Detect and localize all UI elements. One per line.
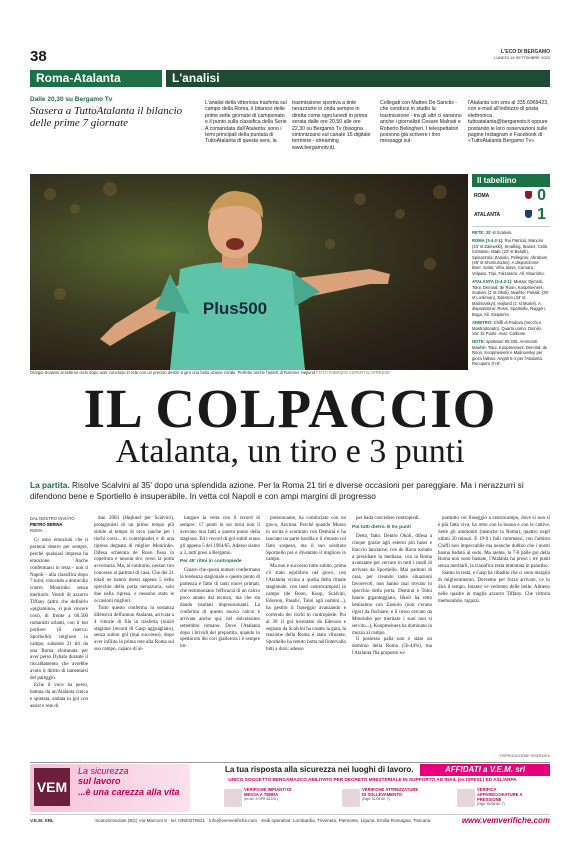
promo-column-1: L'analisi della vittoriosa trasferta sul campo della Roma, il bilancio delle prime sette giornate di campionato e il punto sulla classifica della Serie A comandata dall'Atalanta: sono i temi principali della puntata di TuttoAtalanta di questa sera, la xyxy=(205,100,287,145)
paragraph: pressionante, ha cominciato con un gioco, Ancima. Perché quando Musso in uscita è scontrato con Demiral e ha lanciato un parte bardila e il rimasto col fiato sospeso, ma il suo sostituto Sportiello poi è diventato il migliore in campo. xyxy=(266,516,346,563)
main-headline: IL COLPACCIO xyxy=(83,378,497,439)
home-score: 0 xyxy=(537,187,546,204)
publication-date: LUNEDÌ 19 SETTEMBRE 2022 xyxy=(494,55,550,60)
section-subhead: Poi tutti dietro. E tre punti xyxy=(352,524,411,530)
ad-certification: UNICO SOGGETTO BERGAMASCO ABILITATO PER DECRETO MINISTERIALE IN SUPPORTO AD INAIL (ex ISPESL) ED ASL/ARPA xyxy=(228,777,517,782)
paragraph: Detto, fatto. Dentro Okoli, difesa a cinque grazie agli esterni più bassi e braccio lanciarne, con de Roon tornato a presidiare la mediana, con la Roma avanzante per cercare in tutti i modi di arrivare da Sportiello. Mai padroni di casa, per creando tante situazioni favorevoli, non hanno mai trovato lo specchio della porta. Demiral e Toloi hanno giganteggiato, Okoli ha retto benissimo con Zaniolo (non c'erano rigori da fischiare, e il rosso cercato da Mourinho per meritare i suoi non si servito...), Koopmeiners ha dominato in mezzo al campo. xyxy=(352,533,432,636)
crane-icon xyxy=(342,789,360,807)
block-label: NOTE: xyxy=(472,339,486,345)
block-text: spettatori 60.335. Ammoniti: Maehle, Toloi, Koopmeiners, Demiral, de Roon, Koopmeiners e Malinovskyi per gioco falloso. Angoli 5-1 per l'Atalanta. Recupero 3'+6'. xyxy=(472,339,548,366)
ad-company: V.E.M. SRL xyxy=(30,818,54,823)
match-photo xyxy=(30,174,468,370)
ad-address: Scanzorosciate (BG) Via Marconi 8 · tel. 035/0270621 · info@vemverifiche.com · Sedi operative: Lombardia, Triveneto, Piemonte, Liguria, Emilia Romagna, Toscana xyxy=(95,818,431,823)
paragraph: per bada concedere contropiedi. xyxy=(356,516,420,521)
block-label: ARBITRO: xyxy=(472,320,493,326)
byline-from: DAL NOSTRO INVIATO xyxy=(30,516,75,521)
byline xyxy=(30,516,88,534)
subsection-label: L'analisi xyxy=(166,70,550,87)
tabellino-block xyxy=(472,320,550,336)
byline-author: PIETRO SERINA xyxy=(30,522,63,527)
paragraph: Ci sono emozioni che ti porterai dentro per sempre, perché qualsiasi impresa ha emozione. Anche confermarsi in testa - non il Napoli - alla classifica dopo 7 turni, vincendo a domicilio contro Mourinho senza meritarlo. Vestiti di azzurro Tiffany (altro che definirlo «pigiamino», sì può vincere così), di fronte a 60.500 romanisti urlanti, con il tuo portiere (il riserva: Sportiello) migliore in campo, subendo 21 tiri da una Roma sfortunata per aver perso Dybala durante il riscaldamento che avrebbe avuto il diritto di lamentarsi del pareggio. xyxy=(30,538,88,682)
pressure-gauge-icon xyxy=(457,789,475,807)
tabellino-details xyxy=(472,230,550,366)
sub-headline: Atalanta, un tiro e 3 punti xyxy=(115,433,465,470)
byline-dateline: ROMA xyxy=(30,528,43,533)
player-celebration-image xyxy=(30,174,468,370)
article-column-1 xyxy=(30,538,88,711)
paragraph: Tutto questo conferma la sostanza difensiva dell'annuo Atalanta, arrivata a 4 vittorie di fila in trasferta (iniziò stagione (record di Gasp agguagliato), senza subire gol (mai successo), dopo aver infilito la prima rete alla Roma sul suo campo, capace di al- xyxy=(94,605,174,653)
scoreboard xyxy=(472,187,550,227)
publication-info xyxy=(494,50,550,60)
promo-column-4: l'Atalanta con sms al 335.6969423, con e-mail all'indirizzo di posta elettronica tuttoatalanta@bergamotv.it oppure postando le loro osservazioni sulle pagine Instagram e Facebook di «TuttoAtalanta Bergamo Tv». xyxy=(468,100,549,145)
ad-service-item xyxy=(455,787,537,811)
ad-slogan-3: ...è una carezza alla vita xyxy=(78,787,180,797)
summary-lead: La partita. xyxy=(30,480,70,490)
service-title: VERIFICHE IMPIANTI DI MESSA A TERRA xyxy=(244,787,292,797)
service-title: VERIFICHE ATTREZZATURE DI SOLLEVAMENTO xyxy=(362,787,419,797)
paragraph: prattutto col fraseggio a centrocampo, dove si non si è più fatta viva, ha retto con la buona e con le cattive. Sette gli ammoniti (neanche la Roma), quattro negli ultimi 20 minuti. E 19-9 i falli commessi, con l'arbitro Chiffi non impeccabile ma neanche dubbio che i nostri hanno badato al sodo. Ma niente, la 7-8 palle gol della Roma non sono bastate, l'Atalanta ha preso i tre punti senza meritarli, la classifica resta immutata in paradiso. xyxy=(438,516,550,570)
paragraph: Il possesso palla non è stato un dominio della Roma (56-44%), ma l'Atalanta l'ha proposto so- xyxy=(352,637,432,657)
ad-brand-banner: AFFIDATI a V.E.M. srl xyxy=(420,764,550,776)
article-summary xyxy=(30,480,550,501)
paragraph: due 2003 (Højlund per Scalvini), protagonisti di un primo tempo più simile al tempo di orco (anche per i rischi corsi... in contropiede) e di una ripresa degnata di miglior Mourinho. Difesa schierata de Roon fisso in copertura e nessun tiro verso la porta avversaria. Ma, al contrario, nessun tiro concesso ai padroni di casa. Che dei 21 totali ne hanno messi appena 5 nello specchio della porta nerazzurra, solo due nella ripresa, e nessuno stato le occasioni migliori. xyxy=(94,516,174,604)
ad-headline: La tua risposta alla sicurezza nei luoghi di lavoro. xyxy=(225,765,414,774)
tabellino-block xyxy=(472,279,550,317)
block-text: Musso; Djimsiti, Toloi, Demiral; de Roon, Koopmeiners, Scalvini (1' st Okoli), Maehle; Pasalic (29' st Lookman), Ederson (43' st Malinovskyi); Højlund (1' st Muriel). A disposizione: Rossi, Sportiello, Ruggeri, Boga. All. Gasperini. xyxy=(472,279,549,317)
tabellino-block xyxy=(472,339,550,366)
paragraph: Siamo in testa, e Gasp ha ribadito che ci sono margini di miglioramento. Dovremo per forza arrivare, ce lo dirà il tempo. Intanto ve vedremo delle belle. Almeno nelle quadre in maglia azzurro Tiffany. Che vittoria memorabile, ragazzi. xyxy=(438,571,550,604)
ad-slogan-2: sul lavoro xyxy=(78,776,121,786)
ad-service-item xyxy=(340,787,422,811)
promo-column-3: Collegati con Matteo De Sanctis - che conduce in studio la trasmissione - tra gli altri ci saranno anche i giornalisti Cesare Malnati e Roberto Belingheri. I telespettatori possono già scrivere i loro messaggi sul- xyxy=(380,100,462,145)
tabellino-title: Il tabellino xyxy=(472,174,550,187)
vem-logo: VEM xyxy=(34,768,70,806)
copyright-credit: ©RIPRODUZIONE RISERVATA xyxy=(499,754,550,758)
tabellino-box xyxy=(472,174,550,369)
block-label: ATALANTA (3-4-2-1): xyxy=(472,279,513,285)
block-label: RETE: xyxy=(472,230,485,235)
service-sub: (Dlgs. 81/08 All. 7) xyxy=(362,797,390,801)
page-number: 38 xyxy=(30,48,47,65)
promo-kicker: Dalle 20,30 su Bergamo Tv xyxy=(30,96,113,103)
home-team: ROMA xyxy=(474,193,490,199)
caption-credit: FOTO FABRIZIO ASPERTI/LAPRESSE xyxy=(316,370,391,375)
block-text: 35' st Scalvini. xyxy=(485,230,513,235)
block-text: Chiffi di Padova (Vecchi e Mastrodonato). Quarto uomo: Dionisi. Var: Di Paolo. Avar: Carbone. xyxy=(472,320,542,336)
block-label: ROMA (3-4-2-1): xyxy=(472,238,504,244)
jersey-sponsor: Plus500 xyxy=(202,299,268,318)
ad-service-item xyxy=(222,787,304,811)
caption-text: Giorgio Scalvini al settimo cielo dopo aver concluso in rete con un preciso destro a giro una bella azione corale. Perfetto anche l'assist di Rasmus Højlund xyxy=(30,370,315,375)
promo-title: Stasera a TuttoAtalanta il bilancio delle prime 7 giornate xyxy=(30,105,183,129)
summary-text: Risolve Scalvini al 35' dopo una splendida azione. Per la Roma 21 tiri e diverse occasioni per pareggiare. Ma i nerazzurri si difendono bene e Sportiello è insuperabile. In vetta col Napoli e con ampi margini di progresso xyxy=(30,480,524,501)
ad-footer xyxy=(30,814,550,825)
service-title: VERIFICA APPARECCHIATURE A PRESSIONE xyxy=(477,787,523,802)
article-column-2 xyxy=(94,516,174,654)
roma-crest-icon xyxy=(525,191,532,199)
promo-column-2: trasmissione sportiva a tinte nerazzurre in onda sempre in diretta come ogni lunedì in prima serata dalle ore 20,50 alle ore 22,30 su Bergamo Tv (bisogna sintonizzarsi sul canale 15 digitale terrestre - streaming www.bergamotv.it). xyxy=(292,100,371,151)
section-label: Roma-Atalanta xyxy=(30,70,162,87)
tabellino-block xyxy=(472,230,550,235)
block-text: Rui Patricio; Mancini (43' st Zalewski), Smalling, Ibanez; Celik, Cristante, Matic (22' st Belotti), Spinazzola; Zaniolo, Pellegrini; Abraham (46' st Shomurodov). A disposizione: Boer, Svilar, Viña, Bove, Camara, Volpato, Tripi, Falzarano. All. Mourinho. xyxy=(472,238,549,276)
ad-slogan-1: La sicurezza xyxy=(78,766,129,776)
article-column-4 xyxy=(266,516,346,654)
paragraph: lungare la vetta con il record di sempre: 17 punti in sei turni non li avevano mai fatti a questo punto della stagione. Ed i record di gol subiti erano gli appena 5 del 1964/65. Adesso siamo a 3, tutti presi a Bergamo. xyxy=(180,516,260,556)
photo-caption xyxy=(30,370,468,376)
paragraph: Ma non è successo tutto subito, prima c'è stato equilibrio nel gioco, con l'Atalanta vicina a quella della rituale stagionale, con tanti centrocampisti in campo (de Roon, Koop, Scalvini, Ederson, Pasalic, Toloi agli uomini...), ha gestito il fraseggio avanzando e correndo dei rischi in contropiede. Poi al 36' il gol inventato da Ederson e segnato da Scalvini ha cosato la gara, la reazione della Roma è stata vibrante, Sportiello ha tenuto botta nell'intervallo tutti a dirsi: adesso xyxy=(266,564,346,653)
atalanta-crest-icon xyxy=(525,210,532,218)
away-team: ATALANTA xyxy=(474,212,501,218)
ad-website-link[interactable]: www.vemverifiche.com xyxy=(461,816,550,825)
paragraph: Chiaro che questi numeri confermano la tendenza stagionale e questo punto di partenza è fatto di tanti nuovi primati, che testimoniano l'efficacia di un calcio poco amato dal tecnico, ma che sta dando risultati impressionanti. La conferma di questo nuovo calcio è arrivata anche qui, nel dolceissimo settembre romano. Dove l'Atalanta dopo i brividi del prepartita, quando lo spettacolo dei cori gialloross i è sempre im- xyxy=(180,568,260,650)
away-score: 1 xyxy=(537,206,546,223)
service-sub: (Dlgs. 81/08 All. 7) xyxy=(477,802,505,806)
article-column-6 xyxy=(438,516,550,606)
service-sub: (ex art. 4 DPR 462/01) xyxy=(244,797,278,801)
publication-name: L'ECO DI BERGAMO xyxy=(501,49,550,55)
article-column-3 xyxy=(180,516,260,651)
section-subhead: Per 45' ritmi in contropiede xyxy=(180,559,242,565)
article-column-5 xyxy=(352,516,432,658)
paragraph: Eche il voce ha perso, battuta da un'Atalanta cinica e spietata, andata in gol con assist e rete di xyxy=(30,683,88,709)
tabellino-block xyxy=(472,238,550,276)
grounding-icon xyxy=(224,789,242,807)
